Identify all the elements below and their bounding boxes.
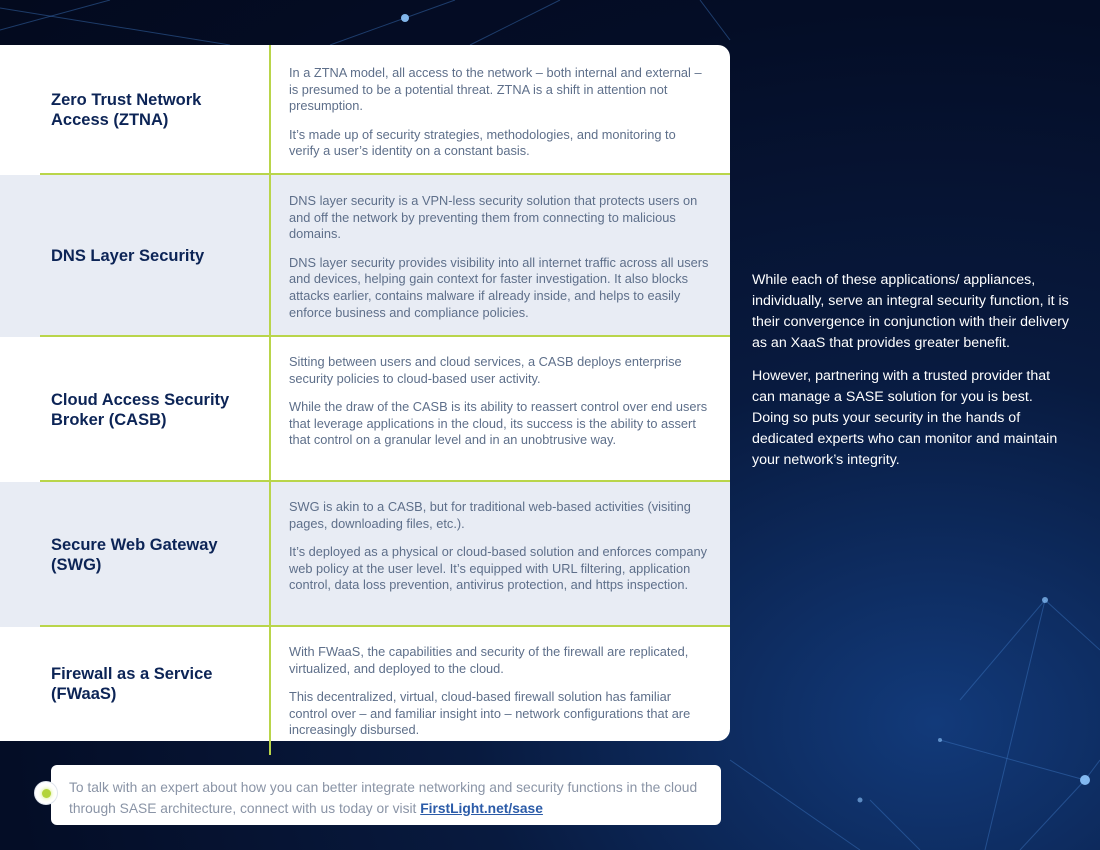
description-paragraph: It’s made up of security strategies, methodologies, and monitoring to verify a user’s identity on a constant basis. [289,126,676,159]
table-row [0,482,730,627]
row-description [289,644,709,741]
description-paragraph: This decentralized, virtual, cloud-based firewall solution has familiar control over – and familiar insight into – network configurations that are increasingly disbursed. [289,689,691,738]
column-divider [269,45,271,755]
table-row [0,337,730,482]
table-row [0,175,730,337]
firstlight-link[interactable]: FirstLight.net/sase [420,801,543,816]
table-row [0,45,730,175]
table-row [0,627,730,741]
row-heading: DNS Layer Security [51,247,205,265]
bullet-dot-icon [34,781,58,805]
description-paragraph: In a ZTNA model, all access to the network – both internal and external – is presumed to be a potential threat. ZTNA is a shift in attention not presumption. [289,65,702,114]
cta-box [51,765,721,825]
sidebar-text [752,270,1072,483]
description-paragraph: With FWaaS, the capabilities and security of the firewall are replicated, virtualized, and deployed to the cloud. [289,644,689,676]
row-description [289,193,709,333]
description-paragraph: It’s deployed as a physical or cloud-based solution and enforces company web policy at the user level. It’s equipped with URL filtering, application control, data loss prevention, antivirus protection, and https inspection. [289,544,708,593]
description-paragraph: While the draw of the CASB is its ability to reassert control over end users that leverage applications in the cloud, its success is the ability to assert that control on a granular level and in an unobtrusive way. [289,399,708,448]
row-description [289,499,709,606]
row-description [289,354,709,461]
cta-message: To talk with an expert about how you can better integrate networking and security functions in the cloud through SASE architecture, connect with us today or visit [69,780,698,816]
row-heading: Firewall as a Service (FWaaS) [51,665,213,703]
sidebar-paragraph: While each of these applications/ appliances, individually, serve an integral security function, it is their convergence in conjunction with their delivery as an XaaS that provides greater benefit. [752,272,1070,351]
cta-text [69,777,714,819]
description-paragraph: SWG is akin to a CASB, but for traditional web-based activities (visiting pages, downloading files, etc.). [289,499,691,531]
description-paragraph: DNS layer security provides visibility into all internet traffic across all users and devices, helping gain context for faster investigation. It also blocks attacks earlier, contains malware if already inside, and helps to easily enforce business and compliance policies. [289,254,709,320]
row-heading: Secure Web Gateway (SWG) [51,535,218,574]
description-paragraph: DNS layer security is a VPN-less security solution that protects users on and off the network by preventing them from connecting to malicious domains. [289,193,698,242]
row-heading: Cloud Access Security Broker (CASB) [51,390,230,429]
row-description [289,65,709,172]
sidebar-paragraph: However, partnering with a trusted provider that can manage a SASE solution for you is best. Doing so puts your security in the hands of dedicated experts who can monitor and maintain your network’s integrity. [752,368,1058,468]
row-heading: Zero Trust Network Access (ZTNA) [51,91,202,129]
description-paragraph: Sitting between users and cloud services, a CASB deploys enterprise security policies to cloud-based user activity. [289,354,682,386]
comparison-table [0,45,730,741]
